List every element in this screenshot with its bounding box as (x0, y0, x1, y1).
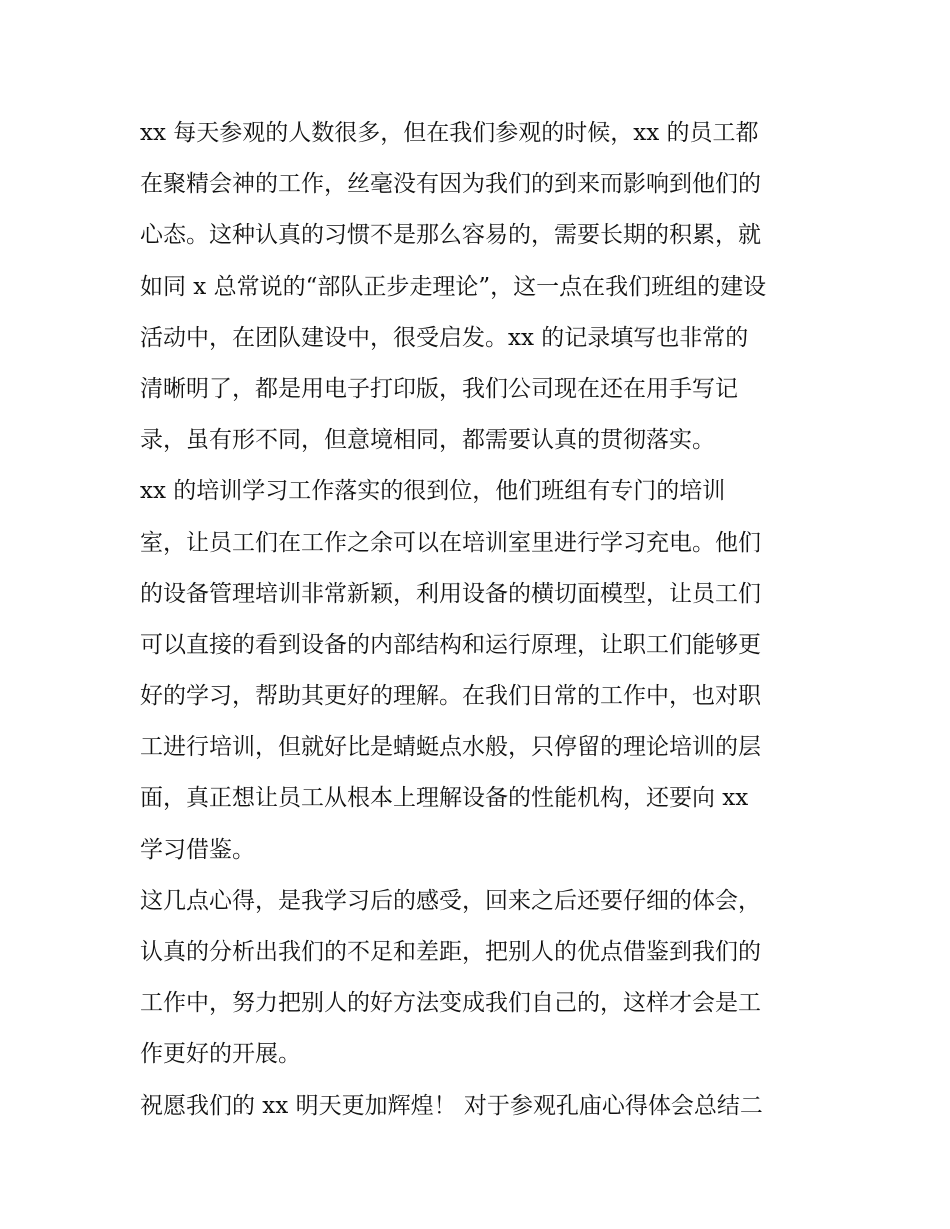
text-line: 祝愿我们的 xx 明天更加辉煌！ 对于参观孔庙心得体会总结二 (140, 1092, 763, 1119)
text-line: 学习借鉴。 (140, 836, 255, 863)
text-line: 在聚精会神的工作，丝毫没有因为我们的到来而影响到他们的 (140, 171, 761, 198)
text-line: 认真的分析出我们的不足和差距，把别人的优点借鉴到我们的 (140, 939, 761, 965)
text-line: 心态。这种认真的习惯不是那么容易的，需要长期的积累，就 (140, 222, 761, 249)
text-line: 面，真正想让员工从根本上理解设备的性能机构，还要向 xx (140, 785, 749, 812)
text-line: 活动中，在团队建设中，很受启发。xx 的记录填写也非常的 (140, 324, 749, 351)
text-line: 工作中，努力把别人的好方法变成我们自己的，这样才会是工 (140, 990, 761, 1017)
text-line: 作更好的开展。 (140, 1041, 301, 1068)
text-line: 可以直接的看到设备的内部结构和运行原理，让职工们能够更 (140, 631, 761, 658)
text-line: 室，让员工们在工作之余可以在培训室里进行学习充电。他们 (140, 529, 761, 556)
text-line: 这几点心得，是我学习后的感受，回来之后还要仔细的体会， (140, 887, 761, 914)
text-line: 如同 x 总常说的“部队正步走理论”，这一点在我们班组的建设 (140, 273, 767, 300)
text-line: 工进行培训，但就好比是蜻蜓点水般，只停留的理论培训的层 (140, 734, 761, 761)
text-line: 的设备管理培训非常新颖，利用设备的横切面模型，让员工们 (140, 580, 761, 607)
text-line: 好的学习，帮助其更好的理解。在我们日常的工作中，也对职 (140, 683, 761, 710)
text-line: 清晰明了，都是用电子打印版，我们公司现在还在用手写记 (140, 375, 738, 402)
document-body (140, 108, 830, 1132)
text-line: xx 每天参观的人数很多，但在我们参观的时候，xx 的员工都 (140, 120, 759, 146)
text-line: xx 的培训学习工作落实的很到位，他们班组有专门的培训 (140, 478, 726, 505)
text-line: 录，虽有形不同，但意境相同，都需要认真的贯彻落实。 (140, 427, 715, 454)
